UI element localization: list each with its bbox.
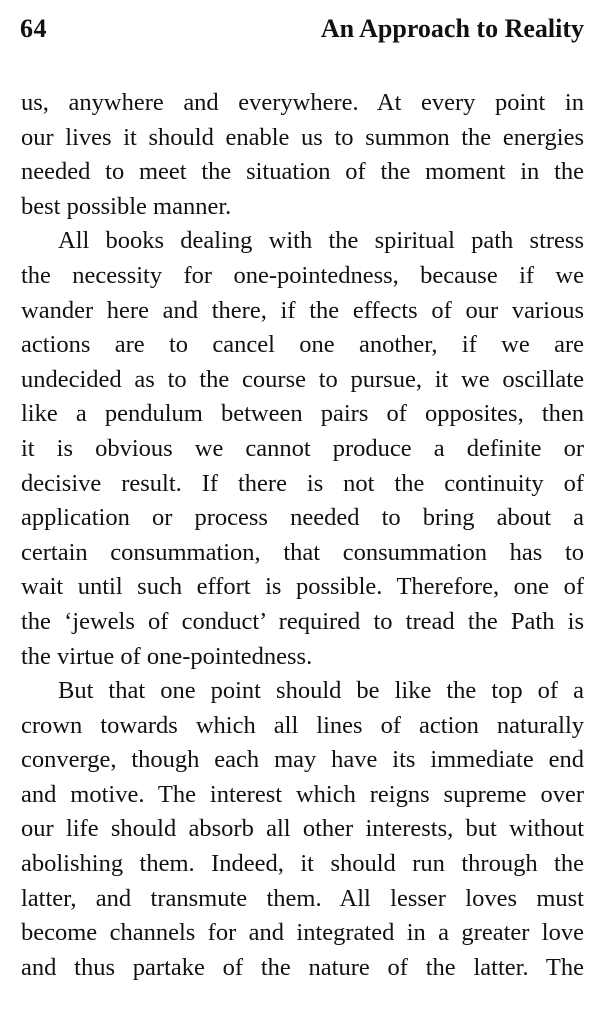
text-line: our lives it should enable us to summon the energies <box>21 123 584 151</box>
text-line: decisive result. If there is not the continuity of <box>21 469 584 497</box>
page-number: 64 <box>20 14 47 43</box>
text-line: the virtue of one-pointedness. <box>21 642 313 670</box>
page-header <box>20 14 584 54</box>
text-line: the necessity for one-pointedness, because if we <box>21 261 584 289</box>
text-line: converge, though each may have its immediate end <box>21 746 584 774</box>
text-line: and thus partake of the nature of the latter. The <box>21 953 584 981</box>
text-line: like a pendulum between pairs of opposites, then <box>21 400 584 428</box>
text-line: But that one point should be like the top of a <box>58 677 584 705</box>
text-line: application or process needed to bring about a <box>21 504 584 532</box>
text-line: and motive. The interest which reigns supreme over <box>21 780 584 808</box>
text-line: become channels for and integrated in a greater love <box>21 919 584 947</box>
text-line: crown towards which all lines of action naturally <box>21 711 584 739</box>
text-line: the ‘jewels of conduct’ required to tread the Path is <box>21 607 584 635</box>
text-line: undecided as to the course to pursue, it we oscillate <box>21 365 584 393</box>
text-line: actions are to cancel one another, if we are <box>21 331 584 359</box>
text-line: wander here and there, if the effects of our various <box>21 296 584 324</box>
text-line: us, anywhere and everywhere. At every point in <box>21 89 584 116</box>
body-text <box>21 86 584 985</box>
text-line: best possible manner. <box>21 192 232 220</box>
text-line: latter, and transmute them. All lesser loves must <box>21 884 584 912</box>
text-line: certain consummation, that consummation has to <box>21 538 584 566</box>
text-line: wait until such effort is possible. Therefore, one of <box>21 573 584 601</box>
running-title: An Approach to Reality <box>320 14 584 43</box>
text-line: abolishing them. Indeed, it should run through the <box>21 850 584 878</box>
text-line: needed to meet the situation of the moment in the <box>21 158 584 186</box>
text-line: it is obvious we cannot produce a definite or <box>21 434 584 462</box>
text-line: our life should absorb all other interests, but without <box>21 815 584 843</box>
text-line: All books dealing with the spiritual path stress <box>58 227 584 255</box>
